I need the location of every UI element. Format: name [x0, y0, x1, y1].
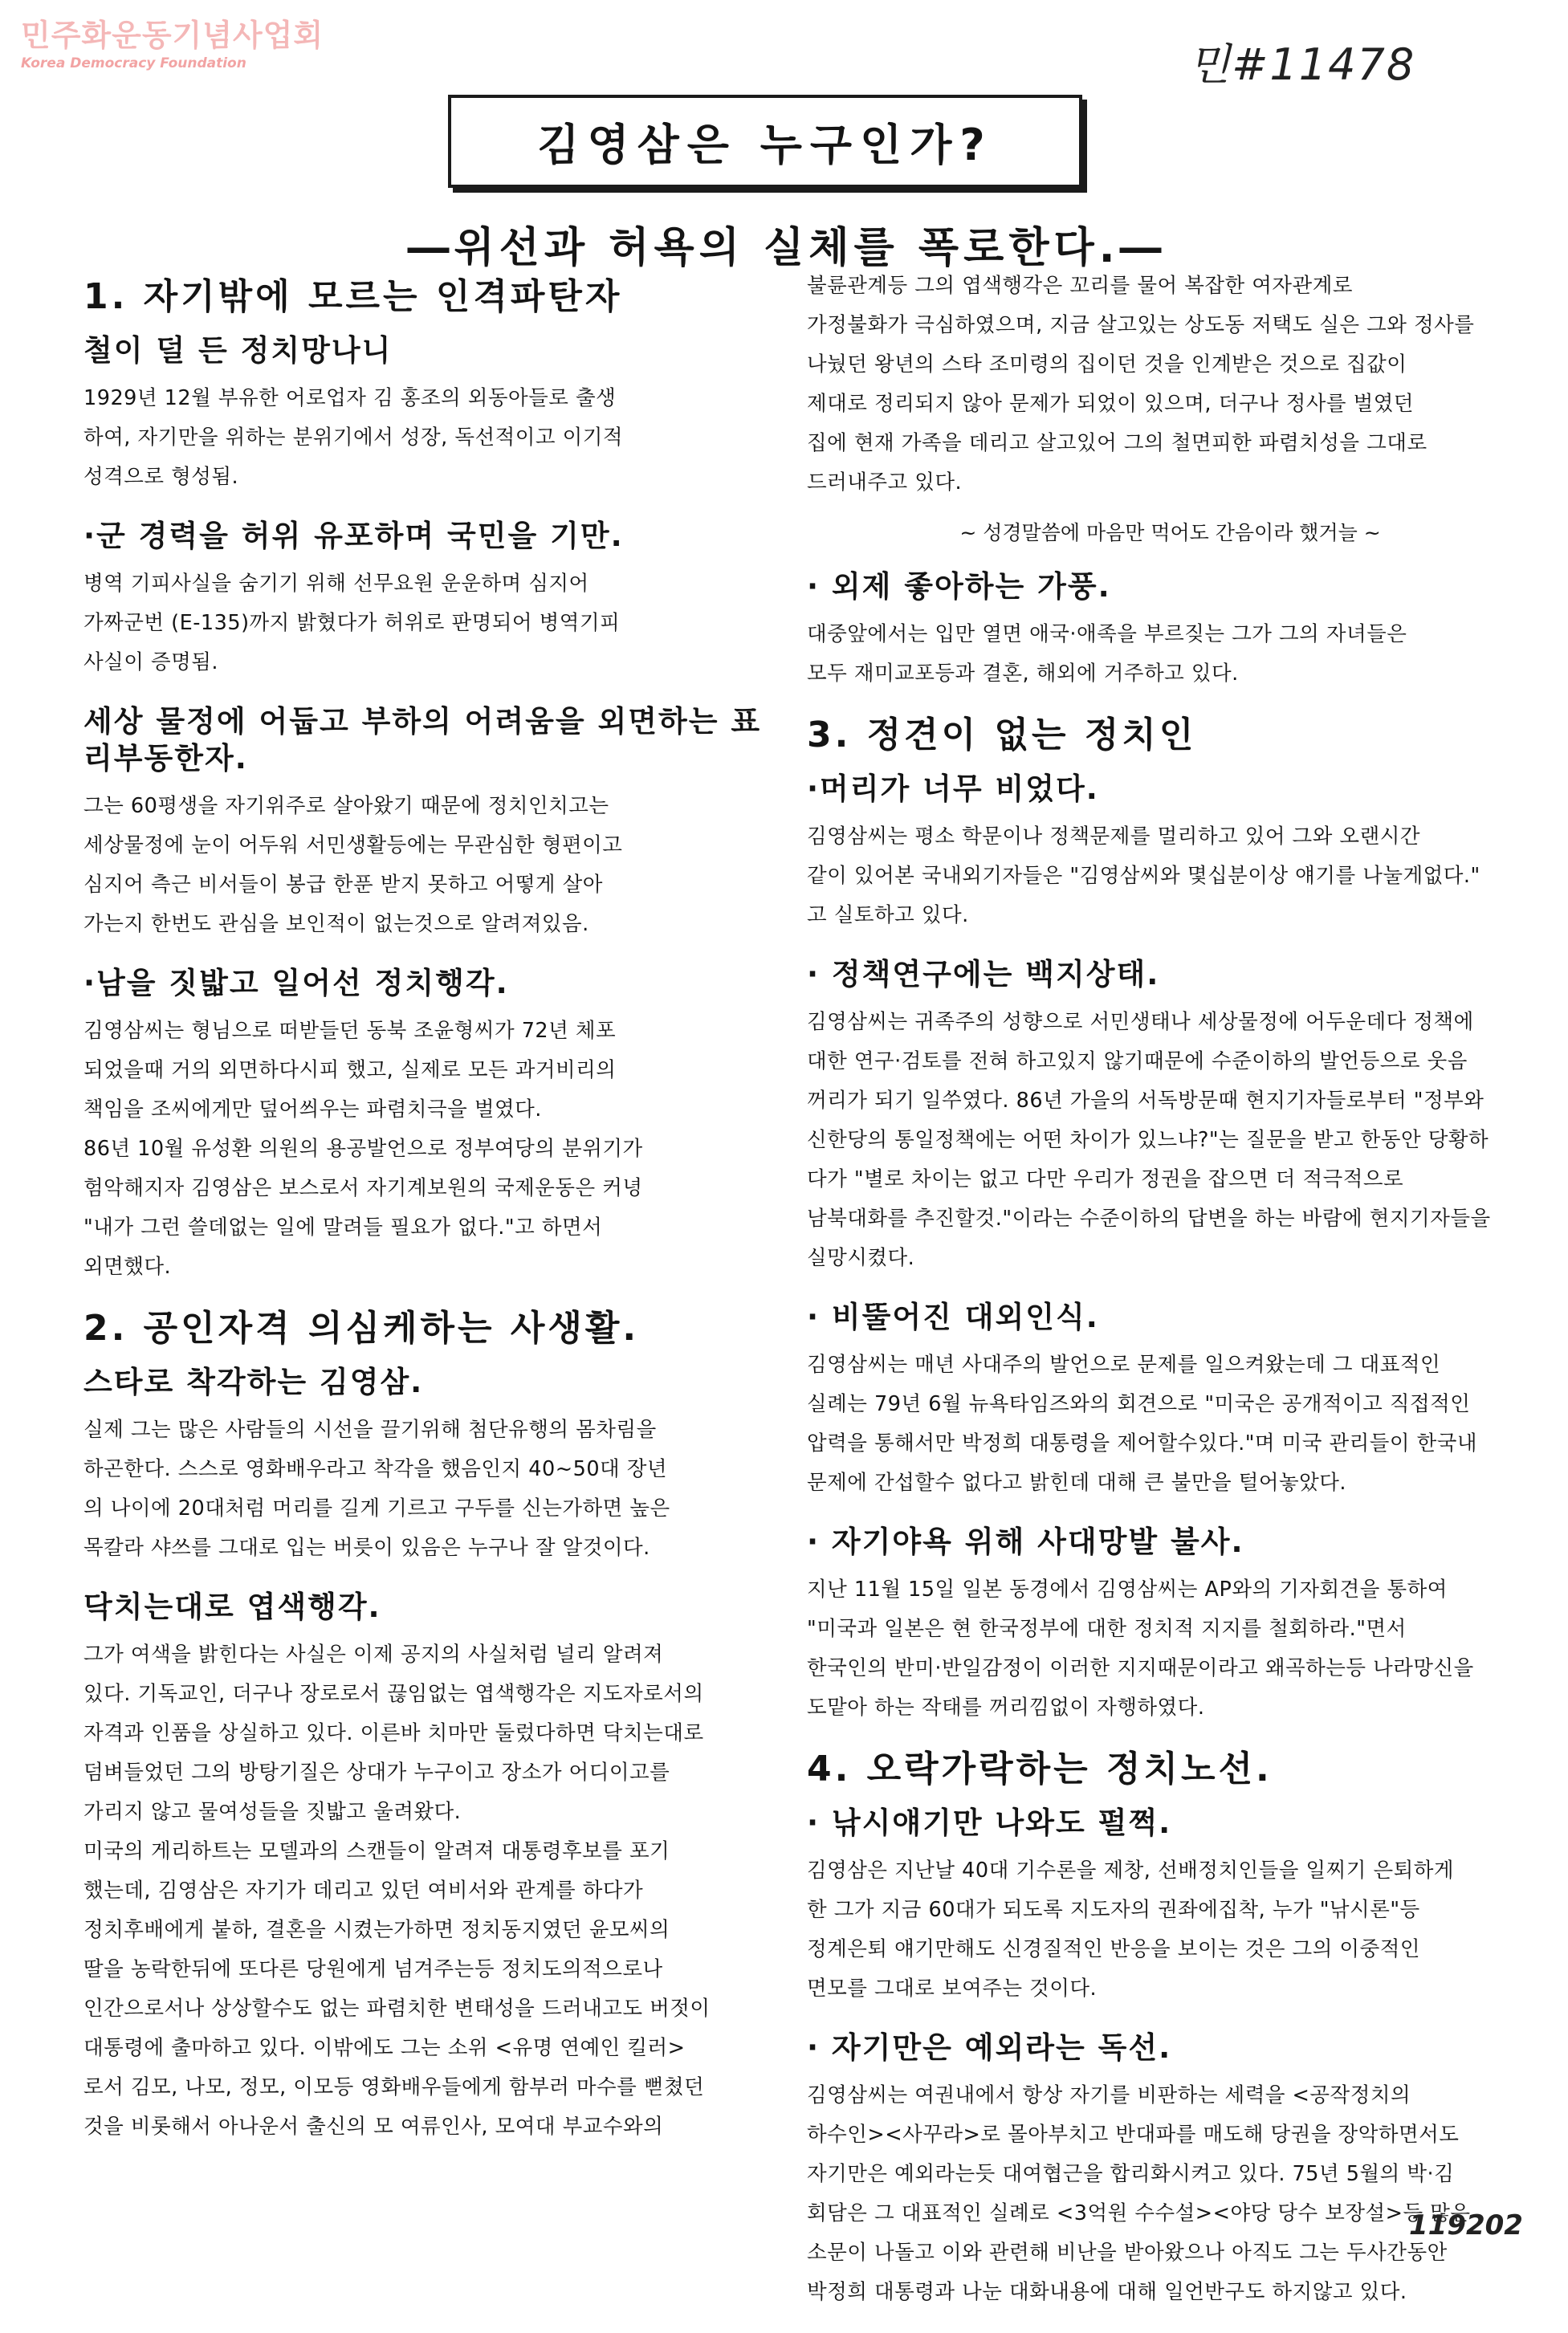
section-3-text-1: 김영삼씨는 평소 학문이나 정책문제를 멀리하고 있어 그와 오랜시간 같이 있어본 국내외기자들은 "김영삼씨와 몇십분이상 얘기를 나눌게없다." 고 실토하고 있다. [807, 824, 1480, 927]
section-3-text-2: 김영삼씨는 귀족주의 성향으로 서민생태나 세상물정에 어두운데다 정책에 대한 연구·검토를 전혀 하고있지 않기때문에 수준이하의 발언등으로 웃음 꺼리가 되기 일쑤였다. 86년 가을의 서독방문때 현지기자들로부터 "정부와 신한당의 통일정책에는 어떤 차이가 있느냐?"는 질문을 받고 한동안 당황하 다가 "별로 차이는 없고 다만 우리가 정권을 잡으면 더 적극적으로 남북대화를 추진할것."이라는 수준이하의 답변을 하는 바람에 현지기자들을 실망시켰다. [807, 1010, 1491, 1270]
section-3-topic-2: · 정책연구에는 백지상태. [807, 957, 1160, 991]
foreign-text: 대중앞에서는 입만 열면 애국·애족을 부르짖는 그가 그의 자녀들은 모두 재미교포등과 결혼, 해외에 거주하고 있다. [807, 622, 1407, 686]
section-3-title: 3. 정견이 없는 정치인 [807, 715, 1197, 755]
watermark-english: Korea Democracy Foundation [21, 55, 246, 71]
section-1-topic-1: 철이 덜 든 정치망나니 [83, 333, 393, 368]
section-1-topic-4: ·남을 짓밟고 일어선 정치행각. [83, 966, 509, 1000]
section-1-text-1: 1929년 12월 부유한 어로업자 김 홍조의 외동아들로 출생 하여, 자기만을 위하는 분위기에서 성장, 독선적이고 이기적 성격으로 형성됨. [83, 386, 624, 489]
section-2-title: 2. 공인자격 의심케하는 사생활. [83, 1308, 640, 1349]
page-number: 119202 [1409, 2209, 1523, 2241]
continuation-text: 불륜관계등 그의 엽색행각은 꼬리를 물어 복잡한 여자관계로 가정불화가 극심하였으며, 지금 살고있는 상도동 저택도 실은 그와 정사를 나눴던 왕년의 스타 조미령의 집이던 것을 인계받은 것으로 집값이 제대로 정리되지 않아 문제가 되었이 있으며, 더구나 정사를 벌였던 집에 현재 가족을 데리고 살고있어 그의 철면피한 파렴치성을 그대로 드러내주고 있다. [807, 274, 1475, 495]
section-3-topic-4: · 자기야욕 위해 사대망발 불사. [807, 1525, 1244, 1559]
section-4-text-1: 김영삼은 지난날 40대 기수론을 제창, 선배정치인들을 일찌기 은퇴하게 한 그가 지금 60대가 되도록 지도자의 권좌에집착, 누가 "낚시론"등 정계은퇴 얘기만해도 신경질적인 반응을 보이는 것은 그의 이중적인 면모를 그대로 보여주는 것이다. [807, 1859, 1455, 2001]
section-2-text-1: 실제 그는 많은 사람들의 시선을 끌기위해 첨단유행의 몸차림을 하곤한다. 스스로 영화배우라고 착각을 했음인지 40~50대 장년 의 나이에 20대처럼 머리를 길게 기르고 구두를 신는가하면 높은 목칼라 샤쓰를 그대로 입는 버릇이 있음은 누구나 잘 알것이다. [83, 1418, 670, 1560]
section-3-topic-1: ·머리가 너무 비었다. [807, 772, 1099, 806]
section-1-topic-2: ·군 경력을 허위 유포하며 국민을 기만. [83, 519, 624, 553]
section-1-text-4: 김영삼씨는 형님으로 떠받들던 동북 조윤형씨가 72년 체포 되었을때 거의 외면하다시피 했고, 실제로 모든 과거비리의 책임을 조씨에게만 덮어씌우는 파렴치극을 벌였다. 86년 10월 유성환 의원의 용공발언으로 정부여당의 분위기가 험악해지자 김영삼은 보스로서 자기계보원의 국제운동은 커녕 "내가 그런 쓸데없는 일에 말려들 필요가 없다."고 하면서 외면했다. [83, 1019, 643, 1279]
section-2-topic-1: 스타로 착각하는 김영삼. [83, 1365, 424, 1399]
section-1-text-3: 그는 60평생을 자기위주로 살아왔기 때문에 정치인치고는 세상물정에 눈이 어두워 서민생활등에는 무관심한 형편이고 심지어 측근 비서들이 봉급 한푼 받지 못하고 어떻게 살아 가는지 한번도 관심을 보인적이 없는것으로 알려져있음. [83, 794, 623, 936]
watermark-korean: 민주화운동기념사업회 [21, 18, 324, 53]
section-1-title: 1. 자기밖에 모르는 인격파탄자 [83, 276, 623, 317]
foreign-topic: · 외제 좋아하는 가풍. [807, 569, 1111, 604]
section-2-text-2: 그가 여색을 밝힌다는 사실은 이제 공지의 사실처럼 널리 알려져 있다. 기독교인, 더구나 장로로서 끊임없는 엽색행각은 지도자로서의 자격과 인품을 상실하고 있다. 이른바 치마만 둘렀다하면 닥치는대로 덤벼들었던 그의 방탕기질은 상대가 누구이고 장소가 어디이고를 가리지 않고 물여성들을 짓밟고 울려왔다. 미국의 게리하트는 모델과의 스캔들이 알려져 대통령후보를 포기 했는데, 김영삼은 자기가 데리고 있던 여비서와 관계를 하다가 정치후배에게 붙하, 결혼을 시켰는가하면 정치동지였던 윤모씨의 딸을 농락한뒤에 또다른 당원에게 넘겨주는등 정치도의적으로나 인간으로서나 상상할수도 없는 파렴치한 변태성을 드러내고도 버젓이 대통령에 출마하고 있다. 이밖에도 그는 소위 <유명 연예인 킬러> 로서 김모, 나모, 정모, 이모등 영화배우들에게 함부러 마수를 뻗쳤던 것을 비롯해서 아나운서 출신의 모 여류인사, 모여대 부교수와의 [83, 1643, 711, 2139]
section-3-topic-3: · 비뚤어진 대외인식. [807, 1300, 1099, 1334]
section-1-topic-3: 세상 물정에 어둡고 부하의 어려움을 외면하는 표리부동한자. [83, 704, 762, 776]
section-4-text-2: 김영삼씨는 여권내에서 항상 자기를 비판하는 세력을 <공작정치의 하수인><사꾸라>로 몰아부치고 반대파를 매도해 당권을 장악하면서도 자기만은 예외라는듯 대여협근을 합리화시켜고 있다. 75년 5월의 박·김 회담은 그 대표적인 실례로 <3억원 수수설><야당 당수 보장설>등 많은 소문이 나돌고 이와 관련해 비난을 받아왔으나 아직도 그는 두사간동안 박정희 대통령과 나눈 대화내용에 대해 일언반구도 하지않고 있다. [807, 2083, 1471, 2304]
archive-number: 민#11478 [1188, 39, 1416, 90]
section-3-text-3: 김영삼씨는 매년 사대주의 발언으로 문제를 일으켜왔는데 그 대표적인 실례는 79년 6월 뉴욕타임즈와의 회견으로 "미국은 공개적이고 직접적인 압력을 통해서만 박정희 대통령을 제어할수있다."며 미국 관리들이 한국내 문제에 간섭할수 없다고 밝힌데 대해 큰 불만을 털어놓았다. [807, 1353, 1478, 1495]
left-column [83, 267, 790, 2168]
title-box [448, 95, 1082, 188]
section-4-topic-2: · 자기만은 예외라는 독선. [807, 2030, 1172, 2065]
section-3-text-4: 지난 11월 15일 일본 동경에서 김영삼씨는 AP와의 기자회견을 통하여 "미국과 일본은 현 한국정부에 대한 정치적 지지를 철회하라."면서 한국인의 반미·반일감정이 이러한 지지때문이라고 왜곡하는등 나라망신을 도맡아 하는 작태를 꺼리낌없이 자행하였다. [807, 1578, 1474, 1720]
section-2-topic-2: 닥치는대로 엽색행각. [83, 1590, 381, 1624]
section-4-title: 4. 오락가락하는 정치노선. [807, 1749, 1273, 1789]
section-4-topic-1: · 낚시얘기만 나와도 펄쩍. [807, 1806, 1172, 1840]
document-subtitle: ―위선과 허욕의 실체를 폭로한다.― [407, 224, 1167, 272]
foundation-watermark [21, 18, 324, 72]
right-column [807, 267, 1533, 2333]
bible-quote: ~ 성경말씀에 마음만 먹어도 간음이라 했거늘 ~ [959, 521, 1381, 544]
section-1-text-2: 병역 기피사실을 숨기기 위해 선무요원 운운하며 심지어 가짜군번 (E-135)까지 밝혔다가 허위로 판명되어 병역기피 사실이 증명됨. [83, 572, 621, 674]
document-title: 김영삼은 누구인가? [537, 119, 993, 170]
